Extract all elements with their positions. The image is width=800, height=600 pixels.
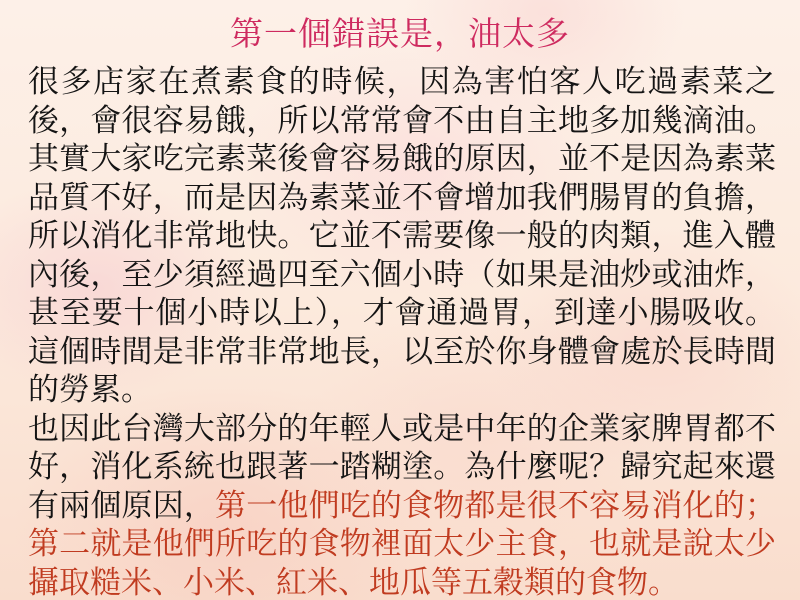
slide-title: 第一個錯誤是，油太多	[230, 17, 570, 53]
slide-body	[28, 63, 776, 600]
paragraph-digestion	[28, 63, 776, 410]
paragraph-2-highlight-text: 第一他們吃的食物都是很不容易消化的；第二就是他們所吃的食物裡面太少主食，也就是說太少攝取糙米、小米、紅米、地瓜等五穀類的食物。	[28, 487, 777, 600]
paragraph-1-text: 很多店家在煮素食的時候，因為害怕客人吃過素菜之後，會很容易餓，所以常常會不由自主地多加幾滴油。其實大家吃完素菜後會容易餓的原因，並不是因為素菜品質不好，而是因為素菜並不會增加我們腸胃的負擔，所以消化非常地快。它並不需要像一般的肉類，進入體內後，至少須經過四至六個小時（如果是油炒或油炸，甚至要十個小時以上），才會通過胃，到達小腸吸收。這個時間是非常非常地長，以至於你身體會處於長時間的勞累。	[28, 64, 776, 407]
paragraph-2-black-text: 也因此台灣大部分的年輕人或是中年的企業家脾胃都不好，消化系統也跟著一踏糊塗。為什麼呢？歸究起來還有兩個原因，	[28, 410, 776, 523]
paragraph-reasons	[28, 410, 776, 600]
